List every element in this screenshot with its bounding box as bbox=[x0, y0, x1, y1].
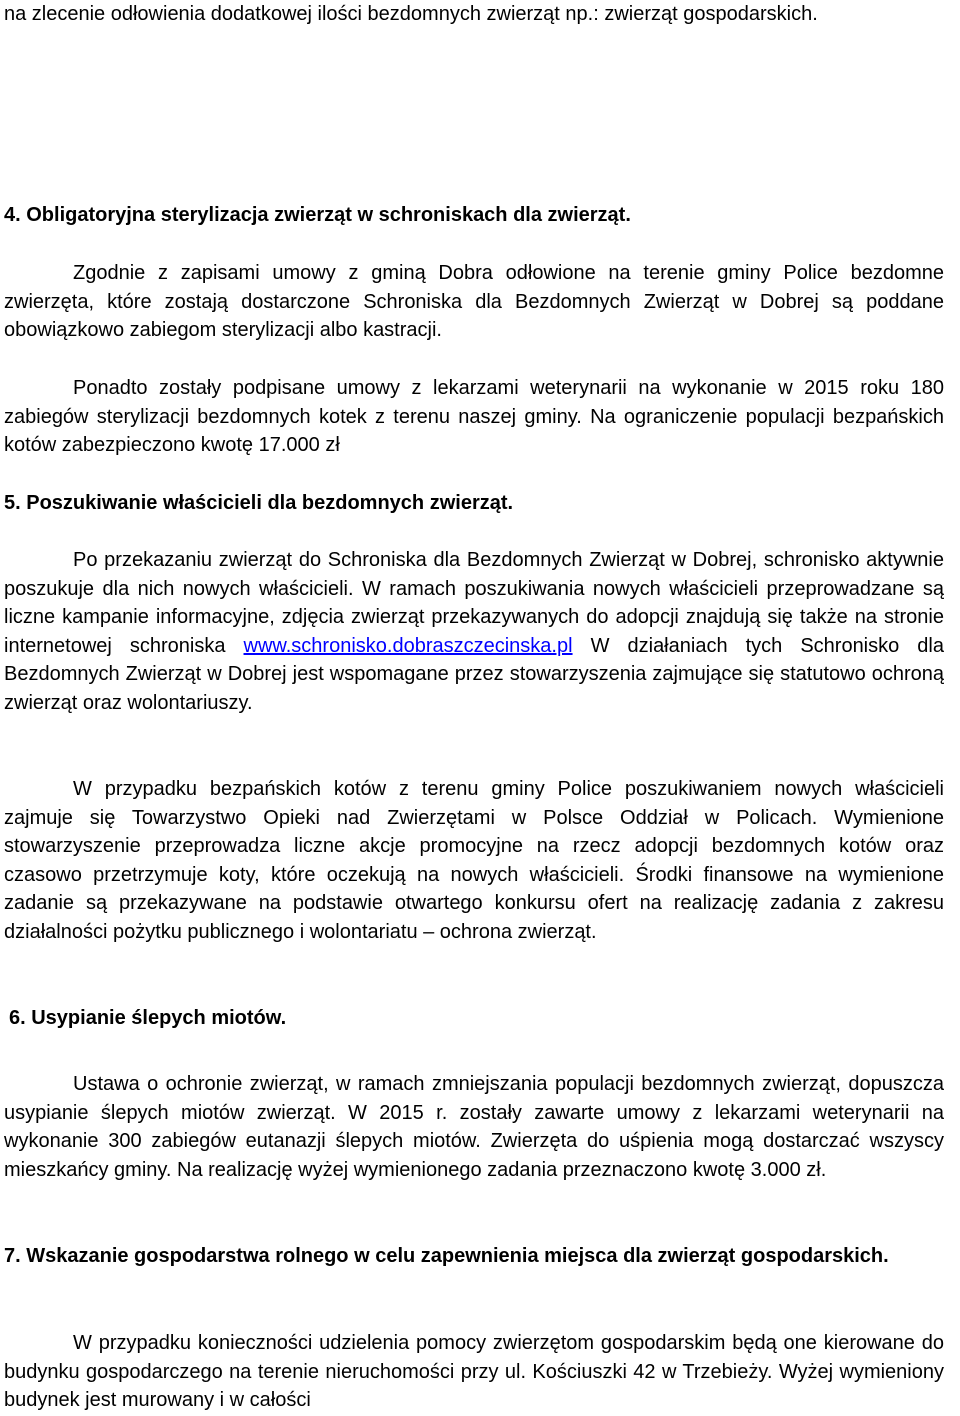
intro-paragraph: na zlecenie odłowienia dodatkowej ilości bezdomnych zwierząt np.: zwierząt gospodarskich. bbox=[4, 3, 818, 25]
section-4-paragraph-1: Zgodnie z zapisami umowy z gminą Dobra odłowione na terenie gminy Police bezdomne zwierzęta, które zostają dostarczone Schroniska dla Bezdomnych Zwierząt w Dobrej są poddane obowiązkowo zabiegom sterylizacji albo kastracji. bbox=[4, 262, 944, 342]
section-7-heading: 7. Wskazanie gospodarstwa rolnego w celu zapewnienia miejsca dla zwierząt gospodarskich. bbox=[4, 1245, 889, 1267]
section-5-heading: 5. Poszukiwanie właścicieli dla bezdomnych zwierząt. bbox=[4, 492, 514, 514]
section-7-paragraph-1: W przypadku konieczności udzielenia pomocy zwierzętom gospodarskim będą one kierowane do budynku gospodarczego na terenie nieruchomości przy ul. Kościuszki 42 w Trzebieży. Wyżej wymieniony budynek jest murowany i w całości bbox=[4, 1332, 944, 1412]
shelter-website-link[interactable]: www.schronisko.dobraszczecinska.pl bbox=[243, 634, 573, 657]
section-5-paragraph-1 bbox=[4, 546, 944, 718]
section-6-paragraph-1: Ustawa o ochronie zwierząt, w ramach zmniejszania populacji bezdomnych zwierząt, dopuszcza usypianie ślepych miotów zwierząt. W 2015 r. zostały zawarte umowy z lekarzami weterynarii na wykonanie 300 zabiegów eutanazji ślepych miotów. Zwierzęta do uśpienia mogą dostarczać wszyscy mieszkańcy gminy. Na realizację wyżej wymienionego zadania przeznaczono kwotę 3.000 zł. bbox=[4, 1073, 944, 1181]
section-5-paragraph-1-tail: W działaniach tych Schronisko dla Bezdomnych Zwierząt w Dobrej jest wspomagane przez stowarzyszenia zajmujące się statutowo ochroną zwierząt oraz wolontariuszy. bbox=[4, 634, 944, 714]
section-5-paragraph-1-lead: Po przekazaniu zwierząt do Schroniska dla Bezdomnych Zwierząt w Dobrej, schronisko aktywnie poszukuje dla nich nowych właścicieli. W ramach poszukiwania nowych właścicieli przeprowadzane są liczne kampanie informacyjne, zdjęcia zwierząt przekazywanych do adopcji znajdują się także na stronie internetowej schroniska bbox=[4, 549, 944, 657]
section-5-paragraph-2: W przypadku bezpańskich kotów z terenu gminy Police poszukiwaniem nowych właścicieli zajmuje się Towarzystwo Opieki nad Zwierzętami w Polsce Oddział w Policach. Wymienione stowarzyszenie przeprowadza liczne akcje promocyjne na rzecz adopcji bezdomnych kotów oraz czasowo przetrzymuje koty, które oczekują na nowych właścicieli. Środki finansowe na wymienione zadanie są przekazywane na podstawie otwartego konkursu ofert na realizację zadania z zakresu działalności pożytku publicznego i wolontariatu – ochrona zwierząt. bbox=[4, 778, 944, 943]
section-4-paragraph-2: Ponadto zostały podpisane umowy z lekarzami weterynarii na wykonanie w 2015 roku 180 zabiegów sterylizacji bezdomnych kotek z terenu naszej gminy. Na ograniczenie populacji bezpańskich kotów zabezpieczono kwotę 17.000 zł bbox=[4, 377, 944, 457]
section-4-heading: 4. Obligatoryjna sterylizacja zwierząt w schroniskach dla zwierząt. bbox=[4, 204, 631, 226]
section-6-heading: 6. Usypianie ślepych miotów. bbox=[9, 1007, 287, 1029]
